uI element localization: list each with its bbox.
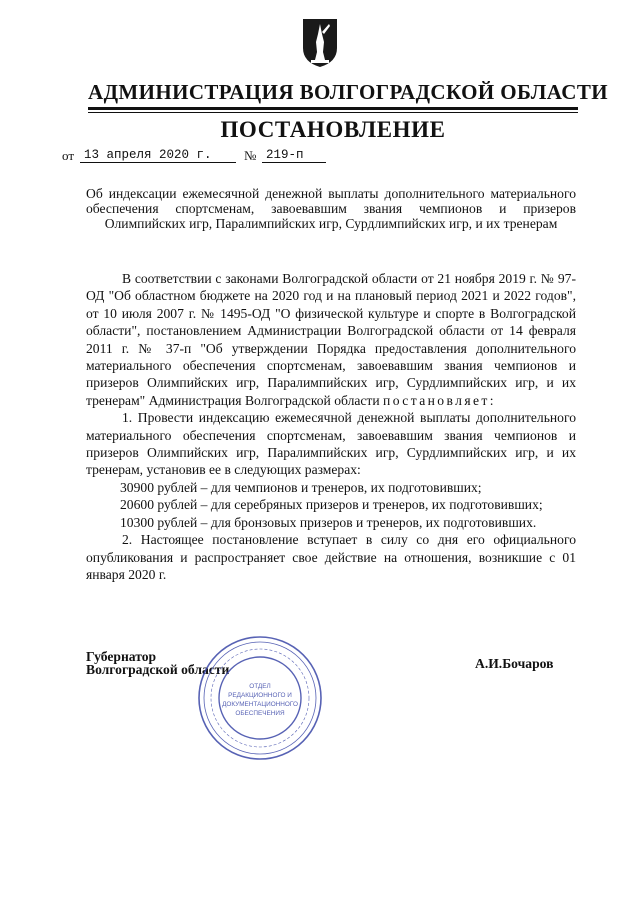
date-prefix-label: от [62,148,75,163]
amount-bronze: 10300 рублей – для бронзовых призеров и тренеров, их подготовивших. [120,514,537,530]
position-line-2: Волгоградской области [86,662,230,677]
amount-champions: 30900 рублей – для чемпионов и тренеров, их подготовивших; [120,479,482,495]
signatory-name: А.И.Бочаров [475,656,554,671]
stamp-line-3: ДОКУМЕНТАЦИОННОГО [222,701,298,708]
stamp-line-4: ОБЕСПЕЧЕНИЯ [235,710,285,717]
stamp-line-1: ОТДЕЛ [249,683,271,690]
preamble-paragraph [86,270,576,409]
number-sign-label: № [244,148,257,163]
amount-silver: 20600 рублей – для серебряных призеров и тренеров, их подготовивших; [120,497,543,513]
document-number: 219-п [262,148,326,163]
document-date: 13 апреля 2020 г. [80,148,236,163]
item-2-paragraph: 2. Настоящее постановление вступает в силу со дня его официального опубликования и распространяет свое действие на отношения, возникшие с 01 января 2020 г. [86,532,576,582]
header-rule-thick [88,107,578,110]
document-body [86,270,576,583]
coat-of-arms-icon [302,18,338,68]
document-type-heading: ПОСТАНОВЛЕНИЕ [220,117,446,142]
resolves-word: постановляет: [383,392,496,408]
item-1-paragraph: 1. Провести индексацию ежемесячной денежной выплаты дополнительного материального обеспечения спортсменам, завоевавшим звания чемпионов и призеров Олимпийских игр, Паралимпийских игр, Сурдлимпийских игр, и их тренерам, установив ее в следующих размерах: [86,410,576,478]
preamble-text: В соответствии с законами Волгоградской области от 21 ноября 2019 г. № 97-ОД "Об областном бюджете на 2020 год и на плановый период 2021 и 2022 годов", от 10 июля 2007 г. № 1495-ОД "О физической культуре и спорте в Волгоградской области", постановлением Администрации Волгоградской области от 14 февраля 2011 г. № 37-п "Об утверждении Порядка предоставления дополнительного материального обеспечения спортсменам, завоевавшим звания чемпионов и призеров Олимпийских игр, Паралимпийских игр, Сурдлимпийских игр, и их тренерам" Администрация Волгоградской области [86,271,576,408]
document-subject: Об индексации ежемесячной денежной выплаты дополнительного материального обеспечения спортсменам, завоевавшим звания чемпионов и призеров Олимпийских игр, Паралимпийских игр, Сурдлимпийских игр, и их тренерам [86,186,576,231]
stamp-line-2: РЕДАКЦИОННОГО И [228,692,292,699]
position-line-1: Губернатор [86,649,157,664]
organization-title: АДМИНИСТРАЦИЯ ВОЛГОГРАДСКОЙ ОБЛАСТИ [88,80,608,104]
header-rule-thin [88,112,578,113]
official-stamp [196,634,324,762]
